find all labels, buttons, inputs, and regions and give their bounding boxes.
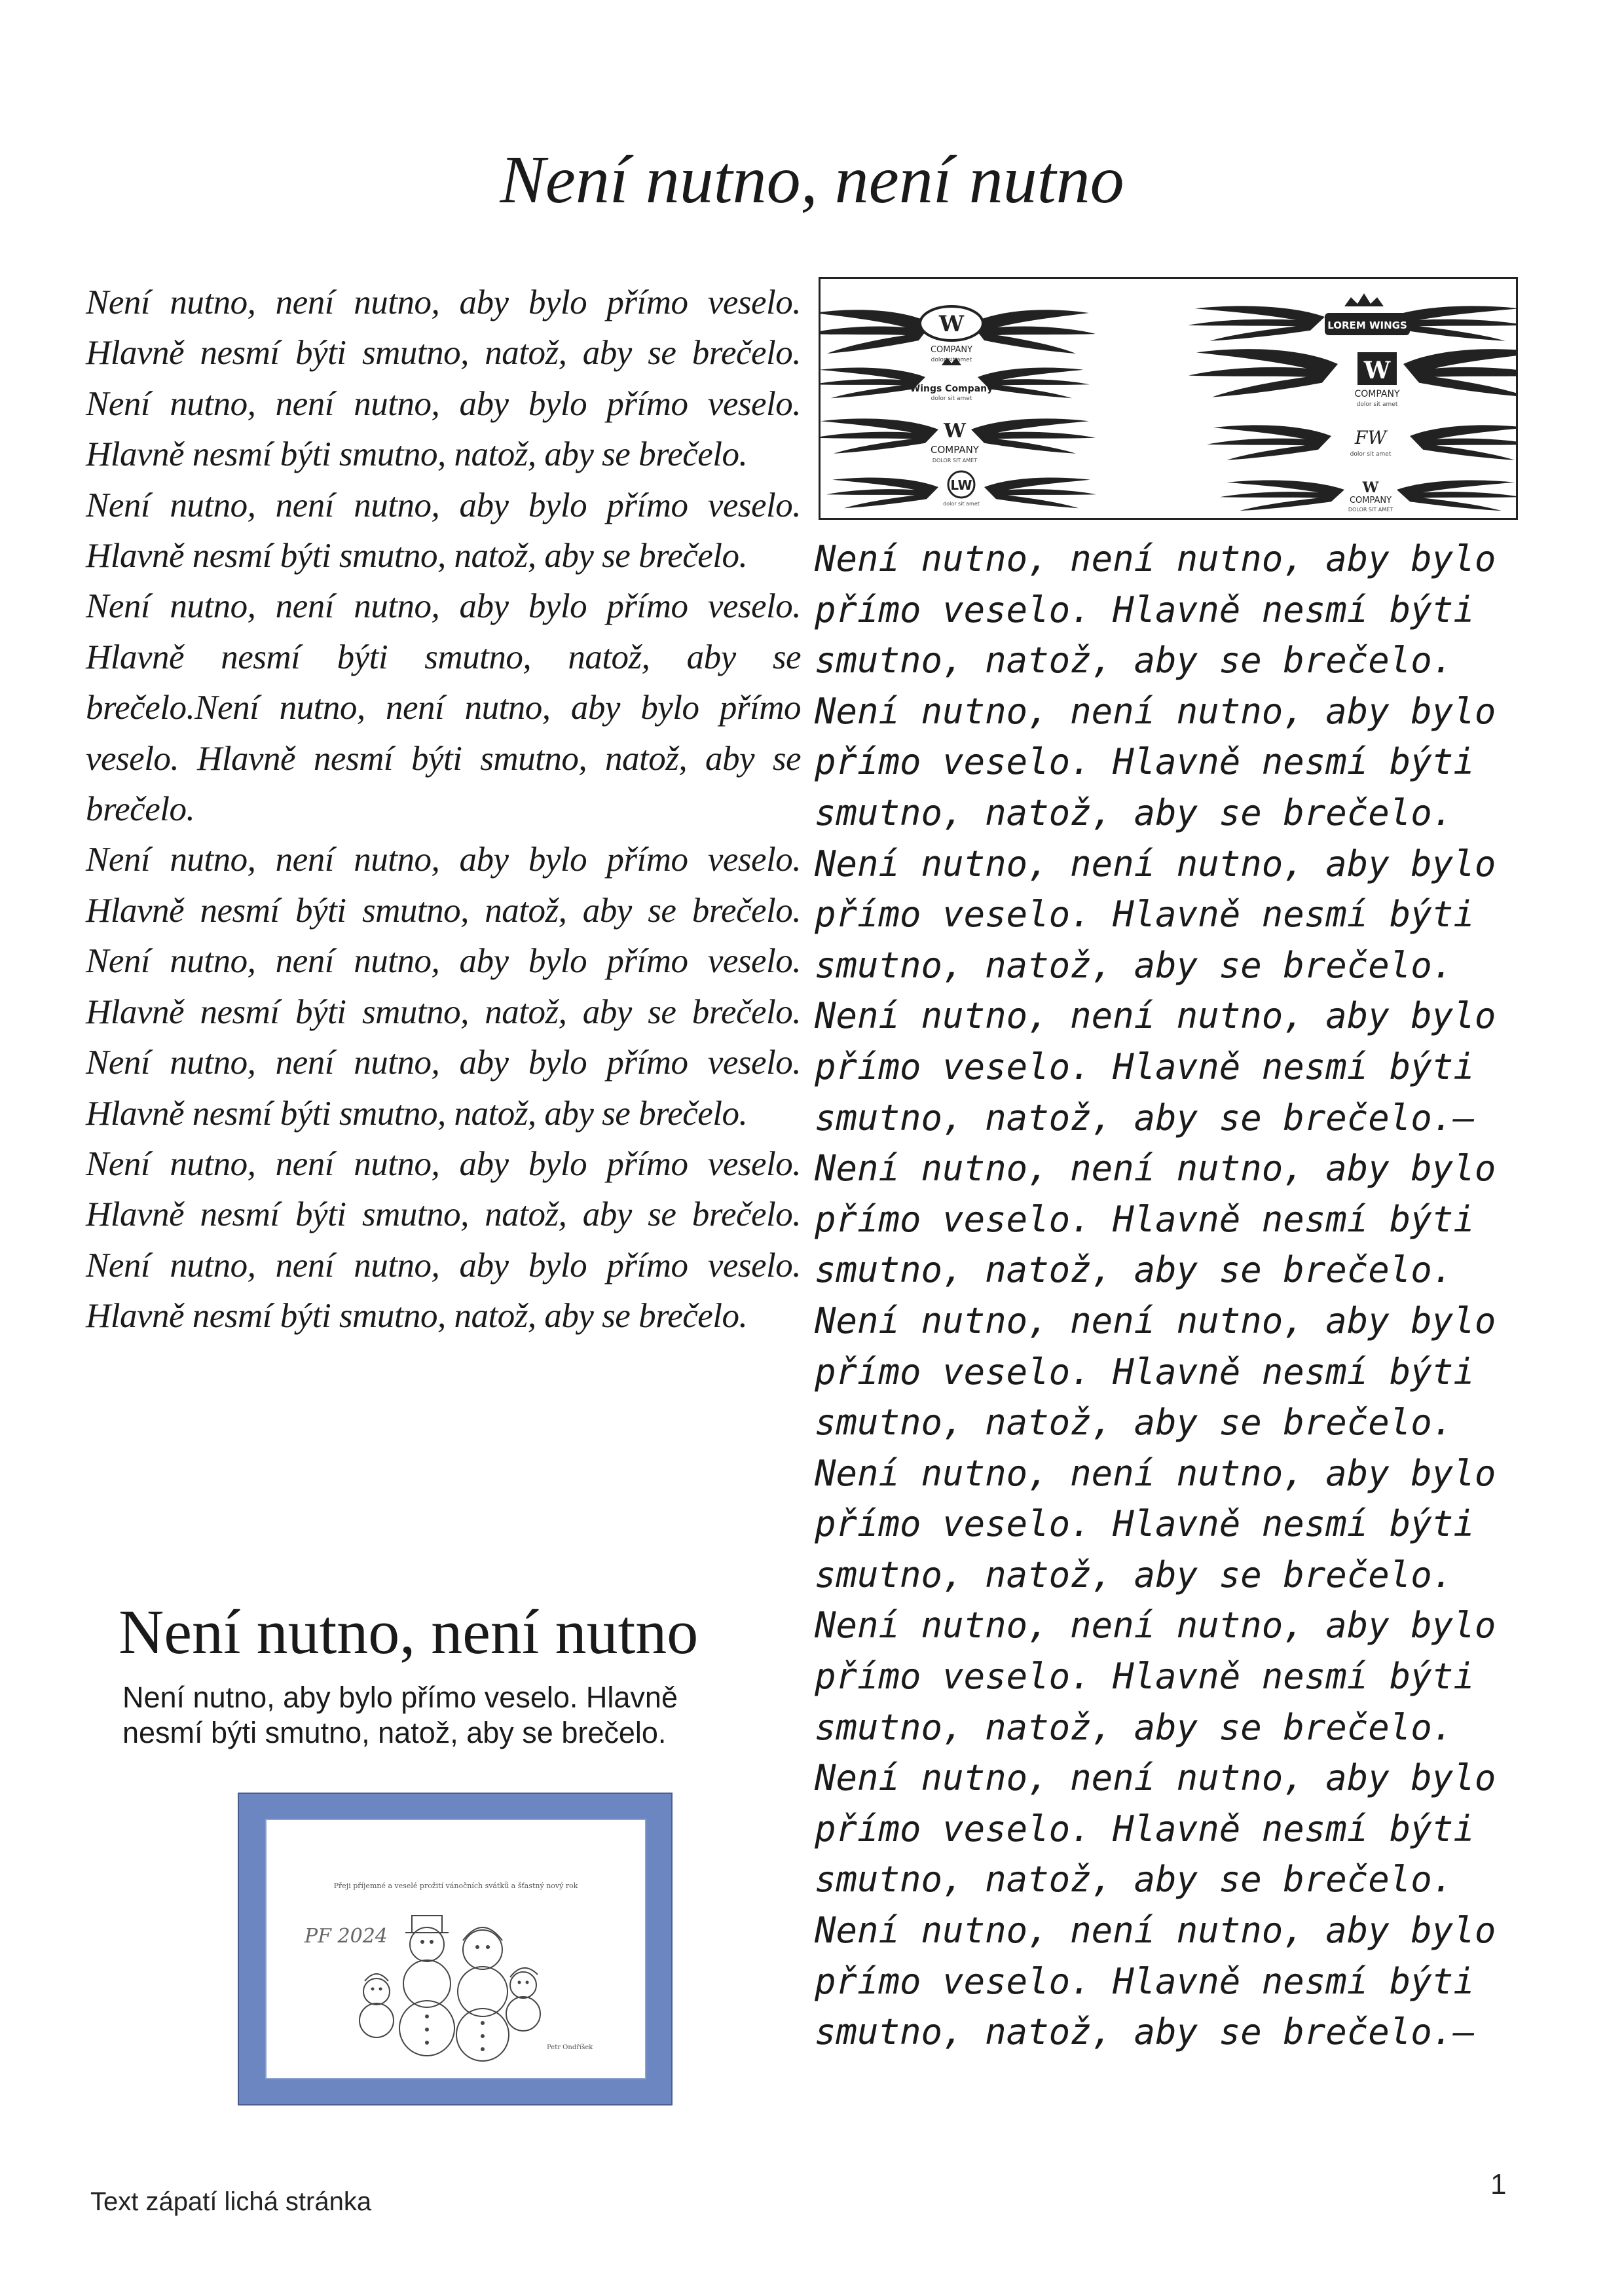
logo-4-tagline: dolor sit amet <box>1356 401 1398 408</box>
logo-2-name: LOREM WINGS <box>1327 319 1407 331</box>
card-signature: Petr Ondříšek <box>547 2044 593 2051</box>
wings-logos-icon <box>821 279 1516 518</box>
left-paragraph-1: Není nutno, není nutno, aby bylo přímo veselo. Hlavně nesmí býti smutno, natož, aby se brečelo. Není nutno, není nutno, aby bylo přímo veselo. Hlavně nesmí býti smutno, natož, aby se brečelo. <box>86 283 801 474</box>
logo-4-name: COMPANY <box>1354 389 1400 399</box>
logo-1-mark: W <box>938 311 965 337</box>
logo-5-tagline: DOLOR SIT AMET <box>932 458 978 464</box>
logo-5-name: COMPANY <box>931 444 979 456</box>
logo-5 <box>821 418 1096 464</box>
right-paragraph-10: Není nutno, není nutno, aby bylo přímo veselo. Hlavně nesmí býti smutno, natož, aby se brečelo.– <box>815 1910 1496 2053</box>
snowmen-icon <box>267 1820 645 2078</box>
right-paragraph-9: Není nutno, není nutno, aby bylo přímo veselo. Hlavně nesmí býti smutno, natož, aby se brečelo. <box>815 1757 1496 1901</box>
right-paragraph-5: Není nutno, není nutno, aby bylo přímo veselo. Hlavně nesmí býti smutno, natož, aby se brečelo. <box>815 1148 1496 1291</box>
logo-4-mark: W <box>1363 357 1391 384</box>
logo-3 <box>821 357 1090 402</box>
logo-6-mark: FW <box>1354 427 1387 448</box>
logo-2 <box>1188 293 1516 341</box>
wings-logos-image <box>819 277 1518 520</box>
logo-7-tagline: dolor sit amet <box>943 501 980 507</box>
logo-3-tagline: dolor sit amet <box>931 395 972 402</box>
logo-1-tagline: dolor sit amet <box>931 357 972 363</box>
logo-8-tagline: DOLOR SIT AMET <box>1348 507 1393 513</box>
greeting-card <box>267 1820 645 2078</box>
left-paragraph-3: Není nutno, není nutno, aby bylo přímo veselo. Hlavně nesmí býti smutno, natož, aby se brečelo.Není nutno, není nutno, aby bylo přímo veselo. Hlavně nesmí býti smutno, natož, aby se brečelo. <box>86 587 801 829</box>
logo-7-mark: LW <box>950 477 972 493</box>
page-title: Není nutno, není nutno <box>500 142 1124 217</box>
right-paragraph-7: Není nutno, není nutno, aby bylo přímo veselo. Hlavně nesmí býti smutno, natož, aby se brečelo. <box>815 1452 1496 1595</box>
logo-6 <box>1207 425 1516 460</box>
logo-8-mark: W <box>1362 479 1379 496</box>
logo-7 <box>826 471 1096 508</box>
logo-6-tagline: dolor sit amet <box>1350 451 1392 458</box>
right-paragraph-2: Není nutno, není nutno, aby bylo přímo veselo. Hlavně nesmí býti smutno, natož, aby se brečelo. <box>815 690 1496 833</box>
greeting-card-frame <box>238 1793 673 2105</box>
logo-3-name: Wings Company <box>910 384 993 394</box>
logo-8-name: COMPANY <box>1349 496 1392 505</box>
card-greeting: Přeji příjemné a veselé prožití vánočních svátků a šťastný nový rok <box>333 1882 578 1890</box>
right-paragraph-4: Není nutno, není nutno, aby bylo přímo veselo. Hlavně nesmí býti smutno, natož, aby se brečelo.– <box>815 995 1496 1139</box>
right-paragraph-6: Není nutno, není nutno, aby bylo přímo veselo. Hlavně nesmí býti smutno, natož, aby se brečelo. <box>815 1300 1496 1444</box>
right-paragraph-8: Není nutno, není nutno, aby bylo přímo veselo. Hlavně nesmí býti smutno, natož, aby se brečelo. <box>815 1605 1496 1748</box>
left-paragraph-4: Není nutno, není nutno, aby bylo přímo veselo. Hlavně nesmí býti smutno, natož, aby se brečelo. Není nutno, není nutno, aby bylo přímo veselo. Hlavně nesmí býti smutno, natož, aby se brečelo. Není nutno, není nutno, aby bylo přímo veselo. Hlavně nesmí býti smutno, natož, aby se brečelo. <box>86 841 801 1133</box>
left-paragraph-2: Není nutno, není nutno, aby bylo přímo veselo. Hlavně nesmí býti smutno, natož, aby se brečelo. <box>86 486 801 575</box>
section-heading: Není nutno, není nutno <box>119 1597 699 1667</box>
page-number: 1 <box>1490 2168 1507 2200</box>
left-column <box>86 278 801 1342</box>
footer-text: Text zápatí lichá stránka <box>90 2187 372 2216</box>
logo-1 <box>821 306 1096 363</box>
right-column <box>815 534 1535 2058</box>
logo-4 <box>1189 349 1516 408</box>
logo-5-mark: W <box>944 420 966 443</box>
card-pf: PF 2024 <box>304 1925 388 1948</box>
logo-1-name: COMPANY <box>930 345 973 355</box>
right-paragraph-3: Není nutno, není nutno, aby bylo přímo veselo. Hlavně nesmí býti smutno, natož, aby se brečelo. <box>815 843 1496 986</box>
left-paragraph-5: Není nutno, není nutno, aby bylo přímo veselo. Hlavně nesmí býti smutno, natož, aby se brečelo. Není nutno, není nutno, aby bylo přímo veselo. Hlavně nesmí býti smutno, natož, aby se brečelo. <box>86 1144 801 1336</box>
right-paragraph-1: Není nutno, není nutno, aby bylo přímo veselo. Hlavně nesmí býti smutno, natož, aby se brečelo. <box>815 538 1496 682</box>
section-body: Není nutno, aby bylo přímo veselo. Hlavně nesmí býti smutno, natož, aby se brečelo. <box>122 1681 678 1749</box>
logo-8 <box>1220 479 1516 513</box>
